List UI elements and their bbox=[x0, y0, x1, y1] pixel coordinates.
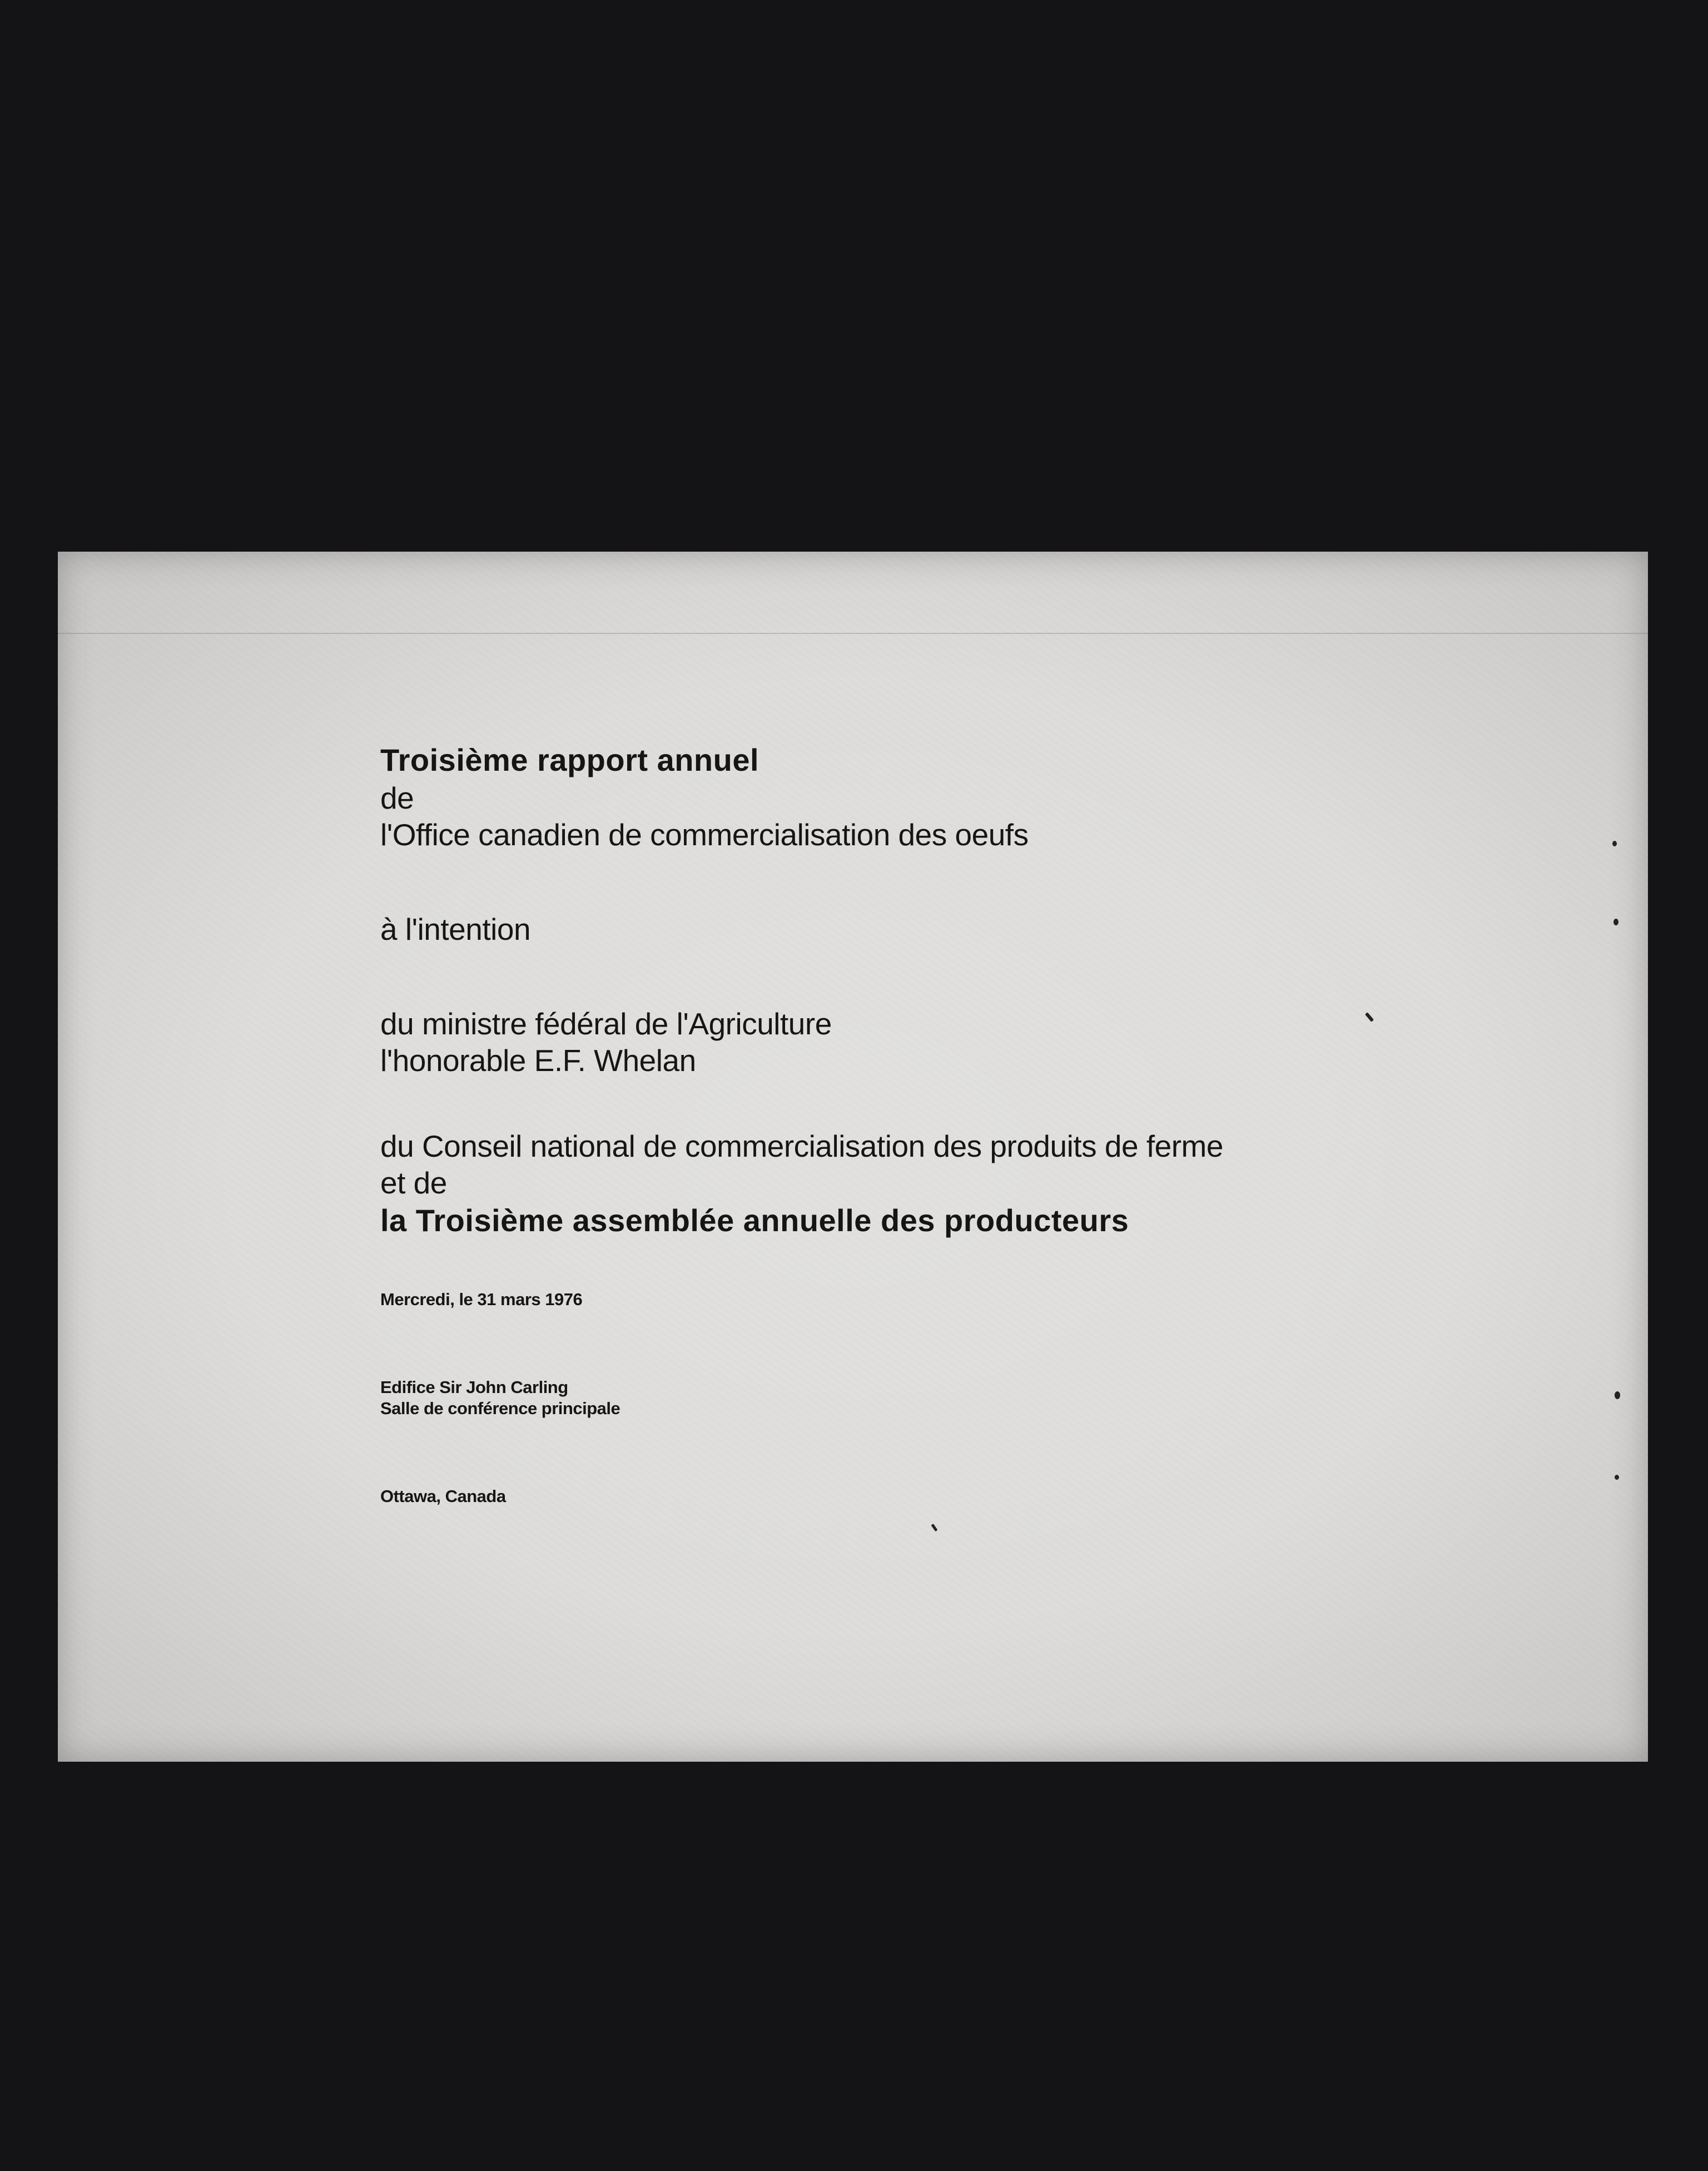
assemblee-line: la Troisième assemblée annuelle des producteurs bbox=[380, 1203, 1129, 1238]
date-line: Mercredi, le 31 mars 1976 bbox=[380, 1290, 583, 1309]
scan-speck bbox=[1615, 1391, 1620, 1399]
edifice-line: Edifice Sir John Carling bbox=[380, 1377, 568, 1397]
connector-et-de: et de bbox=[380, 1166, 447, 1200]
ministre-line: du ministre fédéral de l'Agriculture bbox=[380, 1007, 832, 1041]
scan-speck bbox=[1612, 841, 1617, 846]
connector-de: de bbox=[380, 781, 414, 815]
report-heading: Troisième rapport annuel bbox=[380, 742, 759, 777]
honorable-line: l'honorable E.F. Whelan bbox=[380, 1043, 696, 1078]
page-fold-line bbox=[58, 633, 1648, 634]
scan-speck bbox=[1613, 919, 1618, 925]
scan-speck bbox=[931, 1524, 937, 1531]
scan-speck bbox=[1615, 1475, 1619, 1480]
salle-line: Salle de conférence principale bbox=[380, 1399, 620, 1418]
conseil-line: du Conseil national de commercialisation des produits de ferme bbox=[380, 1129, 1223, 1163]
city-line: Ottawa, Canada bbox=[380, 1486, 506, 1506]
office-name: l'Office canadien de commercialisation des oeufs bbox=[380, 817, 1029, 852]
intention-line: à l'intention bbox=[380, 912, 531, 946]
title-page-content bbox=[380, 741, 1548, 1507]
document-page bbox=[58, 552, 1648, 1762]
